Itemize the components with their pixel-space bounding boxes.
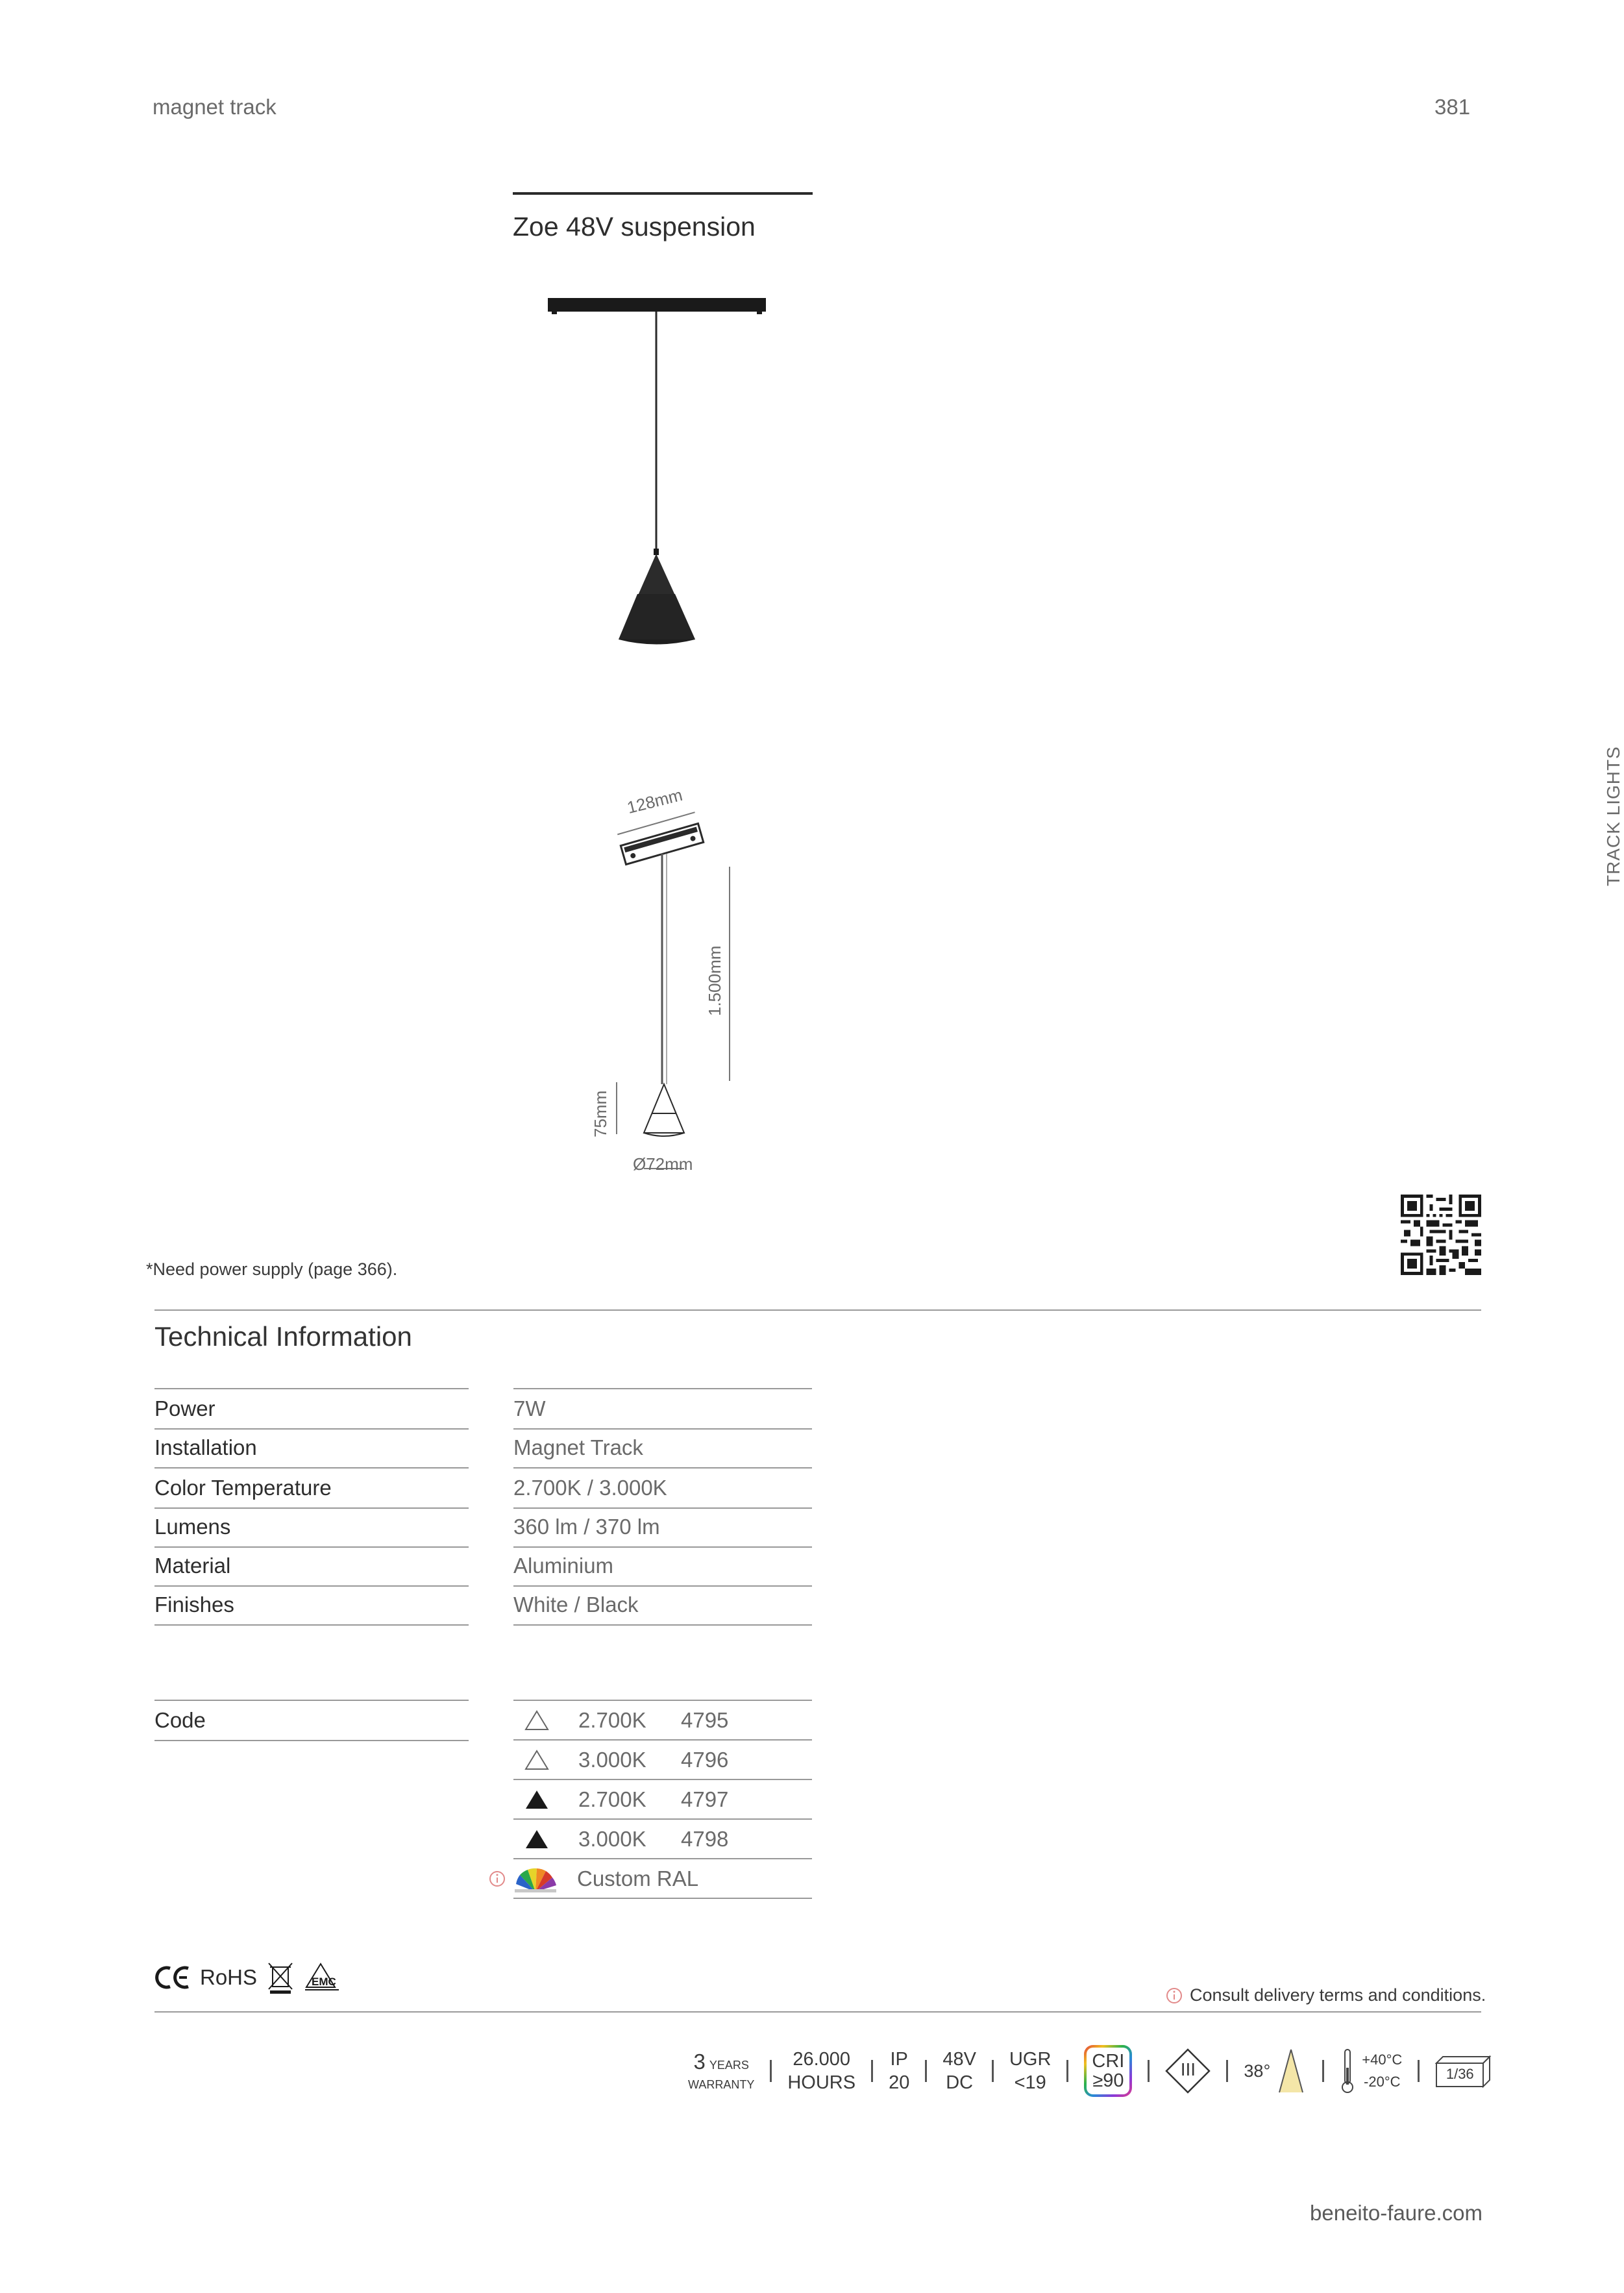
thermometer-icon xyxy=(1340,2048,1355,2094)
ip-label: IP xyxy=(890,2049,908,2070)
spec-separator xyxy=(992,2060,994,2082)
box-quantity-value: 1/36 xyxy=(1446,2066,1474,2082)
warranty-label: WARRANTY xyxy=(688,2077,755,2091)
ip-rating xyxy=(889,2048,909,2094)
divider xyxy=(154,2011,1481,2013)
emc-mark-icon xyxy=(304,1963,340,1992)
emc-label: EMC xyxy=(312,1976,336,1988)
ip-value: 20 xyxy=(889,2072,910,2093)
beam-angle-value: 38° xyxy=(1244,2061,1271,2081)
custom-ral-label: Custom RAL xyxy=(577,1866,699,1890)
code-number: 4797 xyxy=(681,1787,729,1811)
lifetime-hours xyxy=(787,2048,855,2094)
delivery-note-text: Consult delivery terms and conditions. xyxy=(1190,1985,1486,2005)
spec-separator xyxy=(1418,2060,1420,2082)
class-iii-icon xyxy=(1165,2048,1211,2094)
info-icon[interactable] xyxy=(488,1870,506,1888)
box-quantity xyxy=(1435,2054,1491,2088)
ugr-value: <19 xyxy=(1014,2072,1046,2093)
code-number: 4795 xyxy=(681,1707,729,1732)
spec-separator xyxy=(1148,2060,1150,2082)
voltage-type: DC xyxy=(946,2072,974,2093)
warranty-years-label: YEARS xyxy=(709,2058,749,2072)
spec-label-material: Material xyxy=(154,1546,469,1587)
black-finish-icon xyxy=(524,1789,550,1811)
class-label: III xyxy=(1180,2059,1196,2079)
code-temp: 2.700K xyxy=(578,1787,646,1811)
website-link[interactable]: beneito-faure.com xyxy=(1310,2201,1483,2225)
spec-separator xyxy=(1322,2060,1324,2082)
spec-label-finishes: Finishes xyxy=(154,1585,469,1626)
weee-bin-icon xyxy=(266,1961,295,1994)
product-image xyxy=(545,295,779,656)
spec-separator xyxy=(770,2060,772,2082)
spec-value-power: 7W xyxy=(513,1388,812,1430)
spec-value-finishes: White / Black xyxy=(513,1585,812,1626)
cri-value: ≥90 xyxy=(1092,2070,1124,2091)
color-fan-icon xyxy=(513,1865,556,1893)
ugr-rating xyxy=(1009,2048,1051,2094)
hours-label: HOURS xyxy=(787,2072,856,2093)
hours-value: 26.000 xyxy=(793,2049,851,2070)
side-category-label: TRACK LIGHTS xyxy=(1603,746,1623,886)
divider xyxy=(154,1309,1481,1311)
dim-width-label: 128mm xyxy=(625,785,685,818)
code-label: Code xyxy=(154,1700,469,1741)
code-temp: 2.700K xyxy=(578,1707,646,1732)
spec-icon-strip xyxy=(688,2039,1491,2103)
temp-min: -20°C xyxy=(1364,2074,1401,2090)
cri-badge xyxy=(1084,2045,1132,2097)
spec-separator xyxy=(871,2060,873,2082)
code-row xyxy=(513,1820,812,1859)
code-row xyxy=(513,1741,812,1780)
spec-separator xyxy=(925,2060,927,2082)
operating-temperature xyxy=(1340,2048,1402,2094)
spec-label-power: Power xyxy=(154,1388,469,1430)
voltage-value: 48V xyxy=(942,2049,976,2070)
spec-label-lumens: Lumens xyxy=(154,1507,469,1548)
rohs-label: RoHS xyxy=(200,1965,258,1989)
beam-angle xyxy=(1244,2048,1307,2094)
technical-info-title: Technical Information xyxy=(154,1321,412,1352)
dim-height-label: 75mm xyxy=(591,1090,610,1137)
spec-value-material: Aluminium xyxy=(513,1546,812,1587)
title-rule xyxy=(513,192,813,195)
custom-ral-row xyxy=(513,1859,812,1899)
code-number: 4796 xyxy=(681,1747,729,1772)
spec-value-installation: Magnet Track xyxy=(513,1428,812,1469)
spec-separator xyxy=(1226,2060,1228,2082)
dim-diameter-label: Ø72mm xyxy=(633,1154,693,1174)
spec-label-color-temperature: Color Temperature xyxy=(154,1469,469,1509)
power-supply-note: *Need power supply (page 366). xyxy=(146,1259,398,1279)
ce-mark-icon xyxy=(154,1965,191,1990)
spec-value-lumens: 360 lm / 370 lm xyxy=(513,1507,812,1548)
spec-separator xyxy=(1066,2060,1068,2082)
page-number: 381 xyxy=(1434,95,1471,119)
delivery-note xyxy=(1165,1985,1486,2005)
white-finish-icon xyxy=(524,1709,550,1731)
code-row xyxy=(513,1701,812,1741)
code-row xyxy=(513,1780,812,1820)
certifications xyxy=(154,1961,340,1994)
black-finish-icon xyxy=(524,1828,550,1850)
dim-cable-label: 1.500mm xyxy=(705,945,724,1016)
voltage xyxy=(942,2048,976,2094)
code-temp: 3.000K xyxy=(578,1747,646,1772)
code-number: 4798 xyxy=(681,1826,729,1851)
qr-code[interactable] xyxy=(1401,1195,1481,1275)
white-finish-icon xyxy=(524,1749,550,1771)
cri-label: CRI xyxy=(1092,2051,1125,2072)
info-icon[interactable] xyxy=(1165,1987,1183,2005)
temp-max: +40°C xyxy=(1362,2051,1403,2068)
warranty-badge xyxy=(688,2050,754,2092)
section-name: magnet track xyxy=(153,95,277,119)
ugr-label: UGR xyxy=(1009,2049,1052,2070)
warranty-years-number: 3 xyxy=(693,2049,706,2074)
product-title: Zoe 48V suspension xyxy=(513,212,756,242)
code-temp: 3.000K xyxy=(578,1826,646,1851)
spec-value-color-temperature: 2.700K / 3.000K xyxy=(513,1469,812,1509)
spec-label-installation: Installation xyxy=(154,1428,469,1469)
beam-angle-icon xyxy=(1275,2048,1307,2094)
